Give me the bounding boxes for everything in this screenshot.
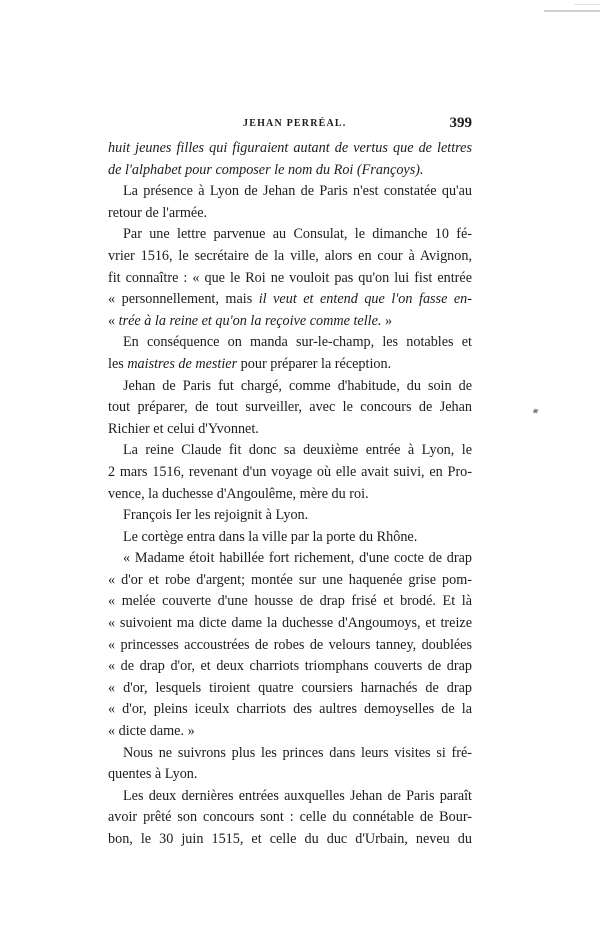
text-segment: retour de l'armée. <box>108 204 208 221</box>
text-segment: fit connaître : « que le Roi ne vouloit pas qu'on lui fist entrée <box>108 269 472 286</box>
text-segment: François Ier les rejoignit à Lyon. <box>123 507 309 524</box>
text-line <box>108 332 472 354</box>
italic-text: de l'alphabet pour composer le nom du Roi (Françoys). <box>108 161 424 178</box>
text-segment: vrier 1516, le secrétaire de la ville, alors en cour à Avignon, <box>108 247 472 264</box>
text-segment: « d'or, lesquels tiroient quatre coursiers harnachés de drap <box>108 679 472 696</box>
text-line <box>108 591 472 613</box>
text-line <box>108 462 472 484</box>
paragraph <box>108 548 472 742</box>
text-segment: tout préparer, de tout surveiller, avec le concours de Jehan <box>108 399 472 416</box>
paragraph <box>108 527 472 549</box>
text-line <box>108 376 472 398</box>
text-line <box>108 613 472 635</box>
text-segment: pour préparer la réception. <box>237 355 392 372</box>
text-line <box>108 203 472 225</box>
text-line <box>108 635 472 657</box>
text-segment: 2 mars 1516, revenant d'un voyage où elle avait suivi, en Pro- <box>108 463 472 480</box>
text-line <box>108 440 472 462</box>
text-segment: « d'or, pleins iceulx charriots des aultres demoyselles de la <box>108 701 472 718</box>
text-segment: Nous ne suivrons plus les princes dans leurs visites si fré- <box>123 744 472 761</box>
text-line <box>108 268 472 290</box>
page-header <box>108 115 472 136</box>
paragraph <box>108 332 472 375</box>
text-line <box>108 419 472 441</box>
text-segment: » <box>381 312 393 329</box>
text-segment: Le cortège entra dans la ville par la porte du Rhône. <box>123 528 418 545</box>
paragraph <box>108 224 472 332</box>
text-line <box>108 548 472 570</box>
text-segment: « dicte dame. » <box>108 723 195 740</box>
page-number: 399 <box>449 115 472 131</box>
text-segment: Les deux dernières entrées auxquelles Jehan de Paris paraît <box>123 787 472 804</box>
text-segment: « princesses accoustrées de robes de velours tanney, doublées <box>108 636 472 653</box>
text-segment: Par une lettre parvenue au Consulat, le dimanche 10 fé- <box>123 226 472 243</box>
text-line <box>108 764 472 786</box>
text-line <box>108 289 472 311</box>
text-segment: « suivoient ma dicte dame la duchesse d'Angoumoys, et treize <box>108 615 472 632</box>
text-segment: Richier et celui d'Yvonnet. <box>108 420 259 437</box>
text-line <box>108 224 472 246</box>
text-line <box>108 354 472 376</box>
text-line <box>108 807 472 829</box>
text-line <box>108 699 472 721</box>
text-segment: les <box>108 355 128 372</box>
text-line <box>108 829 472 851</box>
text-line <box>108 505 472 527</box>
italic-text: maistres de mestier <box>127 355 238 372</box>
italic-text: huit jeunes filles qui figuraient autant de vertus que de lettres <box>108 140 472 156</box>
text-line <box>108 160 472 182</box>
text-segment: « <box>108 312 119 329</box>
text-segment: La reine Claude fit donc sa deuxième entrée à Lyon, le <box>123 442 472 459</box>
paragraph <box>108 138 472 181</box>
scan-edge-line <box>544 10 600 12</box>
text-line <box>108 743 472 765</box>
text-segment: Jehan de Paris fut chargé, comme d'habitude, du soin de <box>123 377 472 394</box>
text-line <box>108 786 472 808</box>
paragraph <box>108 505 472 527</box>
text-line <box>108 138 472 160</box>
text-segment: « personnellement, mais <box>108 291 259 308</box>
text-line <box>108 678 472 700</box>
paragraph <box>108 440 472 505</box>
text-segment: quentes à Lyon. <box>108 766 198 783</box>
text-segment: « melée couverte d'une housse de drap frisé et brodé. Et là <box>108 593 472 610</box>
text-line <box>108 721 472 743</box>
text-segment: vence, la duchesse d'Angoulême, mère du roi. <box>108 485 369 502</box>
running-title: JEHAN PERRÉAL. <box>243 118 347 129</box>
text-segment: avoir prêté son concours sont : celle du connétable de Bour- <box>108 809 472 826</box>
paragraph <box>108 743 472 786</box>
text-line <box>108 397 472 419</box>
scan-edge-mark <box>574 4 600 5</box>
body-text <box>108 138 472 851</box>
paragraph <box>108 786 472 851</box>
text-segment: « de drap d'or, et deux charriots triomphans couverts de drap <box>108 658 472 675</box>
text-segment: « d'or et robe d'argent; montée sur une haquenée grise pom- <box>108 571 472 588</box>
stray-ink-mark: * <box>530 404 542 421</box>
text-segment: En conséquence on manda sur-le-champ, les notables et <box>123 334 472 351</box>
text-line <box>108 570 472 592</box>
text-line <box>108 527 472 549</box>
paragraph <box>108 181 472 224</box>
italic-text: trée à la reine et qu'on la reçoive comme telle. <box>118 312 382 329</box>
text-line <box>108 181 472 203</box>
italic-text: il veut et entend que l'on fasse en- <box>258 291 472 308</box>
text-segment: La présence à Lyon de Jehan de Paris n'est constatée qu'au <box>123 183 472 200</box>
text-line <box>108 311 472 333</box>
text-line <box>108 656 472 678</box>
text-line <box>108 246 472 268</box>
text-line <box>108 484 472 506</box>
text-segment: « Madame étoit habillée fort richement, d'une cocte de drap <box>123 550 472 567</box>
paragraph <box>108 376 472 441</box>
text-segment: bon, le 30 juin 1515, et celle du duc d'Urbain, neveu du <box>108 831 472 847</box>
